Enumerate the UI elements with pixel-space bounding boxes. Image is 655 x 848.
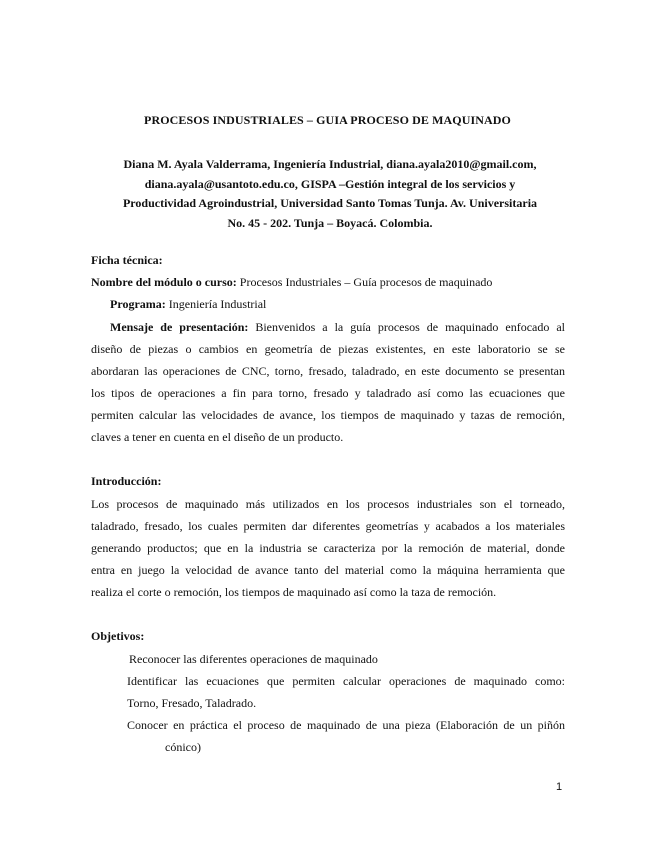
objetivo-item: Identificar las ecuaciones que permiten calcular operaciones de maquinado como: — [127, 674, 565, 688]
modulo-value: Procesos Industriales – Guía procesos de maquinado — [236, 275, 493, 289]
objetivo-item: Reconocer las diferentes operaciones de maquinado — [129, 652, 378, 666]
page-number: 1 — [556, 781, 563, 793]
introduccion-line: Los procesos de maquinado más utilizados en los procesos industriales son el torneado, — [91, 497, 565, 511]
modulo-label: Nombre del módulo o curso: — [91, 275, 237, 289]
introduccion-line: generando productos; que en la industria se caracteriza por la remoción de material, donde — [91, 541, 565, 555]
mensaje-line: diseño de piezas o cambios en geometría de piezas existentes, en este laboratorio se se — [91, 342, 565, 356]
ficha-heading: Ficha técnica: — [91, 253, 163, 267]
introduccion-line: taladrado, fresado, los cuales permiten dar diferentes geometrías y acabados a los materiales — [91, 519, 565, 533]
author-block — [95, 155, 565, 233]
programa-label: Programa: — [110, 297, 166, 311]
modulo-line — [91, 275, 565, 290]
introduccion-line: entra en juego la velocidad de avance tanto del material como la máquina herramienta que — [91, 563, 565, 577]
programa-value: Ingeniería Industrial — [165, 297, 267, 311]
document-title: PROCESOS INDUSTRIALES – GUIA PROCESO DE MAQUINADO — [144, 113, 511, 127]
objetivo-item-continuation: Torno, Fresado, Taladrado. — [127, 696, 257, 710]
author-line: No. 45 - 202. Tunja – Boyacá. Colombia. — [227, 215, 433, 230]
author-line: diana.ayala@usantoto.edu.co, GISPA –Gestión integral de los servicios y — [144, 176, 516, 191]
mensaje-line: permiten calcular las velocidades de avance, los tiempos de maquinado y tazas de remoción, — [91, 408, 565, 422]
mensaje-line: claves a tener en cuenta en el diseño de un producto. — [91, 430, 344, 444]
objetivos-heading: Objetivos: — [91, 629, 145, 643]
mensaje-first-line — [110, 320, 565, 335]
author-line: Diana M. Ayala Valderrama, Ingeniería Industrial, diana.ayala2010@gmail.com, — [123, 157, 537, 171]
mensaje-line: abordaran las operaciones de CNC, torno, fresado, taladrado, en este documento se presentan — [91, 364, 565, 378]
mensaje-line: los tipos de operaciones a fin para torno, fresado y taladrado así como las ecuaciones que — [91, 386, 565, 400]
programa-line — [110, 297, 565, 312]
author-line: Productividad Agroindustrial, Universidad Santo Tomas Tunja. Av. Universitaria — [122, 196, 538, 210]
mensaje-first: Bienvenidos a la guía procesos de maquinado enfocado al — [248, 320, 565, 334]
objetivo-item: Conocer en práctica el proceso de maquinado de una pieza (Elaboración de un piñón — [127, 718, 565, 732]
objetivo-item-continuation: cónico) — [165, 740, 201, 754]
mensaje-label: Mensaje de presentación: — [110, 320, 249, 334]
introduccion-line: realiza el corte o remoción, los tiempos de maquinado así como la taza de remoción. — [91, 585, 497, 599]
introduccion-heading: Introducción: — [91, 474, 162, 488]
